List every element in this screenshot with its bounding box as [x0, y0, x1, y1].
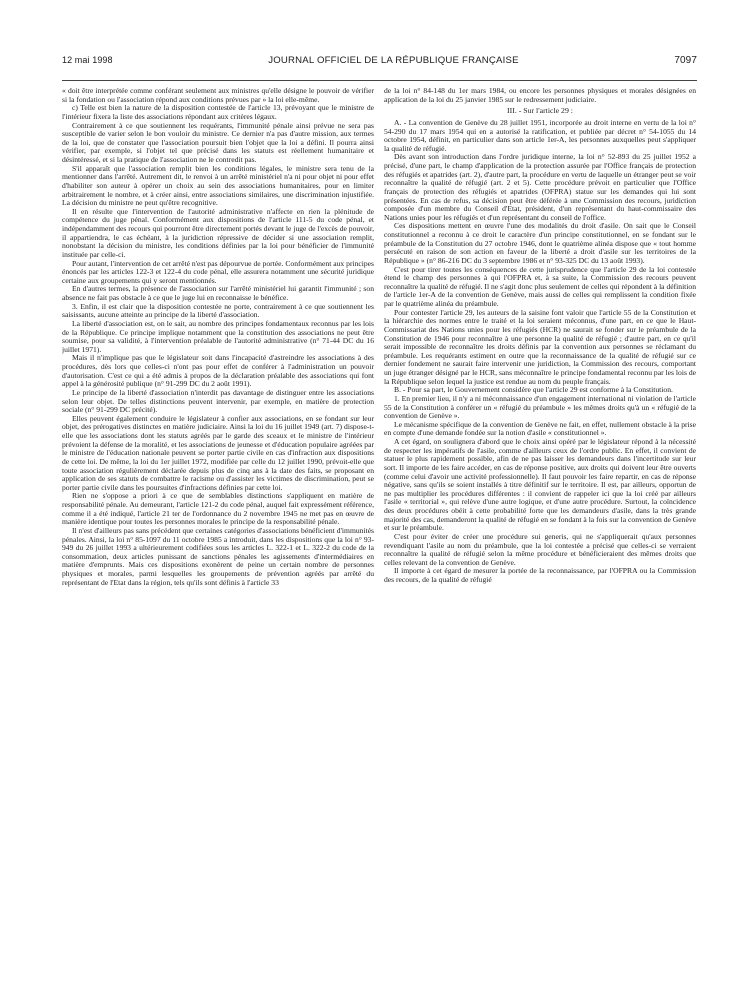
paragraph: 1. En premier lieu, il n'y a ni méconnaissance d'un engagement international ni violation de l'article 55 de la Constitution à conférer un « réfugié du préambule » les mêmes droits qu'à un « réfugié de la convention de Genève ». — [384, 393, 696, 421]
paragraph: Elles peuvent également conduire le législateur à confier aux associations, en se fondant sur leur objet, des prérogatives distinctes en matière judiciaire. Ainsi la loi du 16 juillet 1949 (art. 7) dispose-t-elle que les associations dont les statuts agréés par le garde des sceaux et le ministre de l'intérieur prévoient la défense de la moralité, et les associations de jeunesse et d'éducation populaire agréées par le ministre de l'éducation nationale peuvent se porter partie civile en cas d'infraction aux dispositions de cette loi. De même, la loi du 1er juillet 1972, modifiée par celle du 12 juillet 1990, prévoit-elle que toute association régulièrement déclarée depuis plus de cinq ans à la date des faits, se proposant en application de ses statuts de combattre le racisme ou d'assister les victimes de discrimination, peut se porter partie civile dans les poursuites d'infractions définies par cette loi. — [62, 413, 374, 492]
right-paragraphs — [384, 119, 696, 585]
paragraph: Mais il n'implique pas que le législateur soit dans l'incapacité d'astreindre les associations à des procédures, dès lors que celles-ci n'ont pas pour effet de conférer à l'administration un pouvoir d'autorisation. C'est ce qui a été admis à propos de la déclaration préalable des associations qui font appel à la générosité publique (n° 91-299 DC du 2 août 1991). — [62, 353, 374, 389]
paragraph: Il en résulte que l'intervention de l'autorité administrative n'affecte en rien la plénitude de compétence du juge pénal. Conformément aux dispositions de l'article 111-5 du code pénal, et indépendamment des recours qui pourront être directement portés devant le juge de l'excès de pouvoir, il appartiendra, le cas échéant, à la juridiction répressive de décider si une association remplit, nonobstant la décision du ministre, les conditions définies par la loi pour bénéficier de l'immunité instituée par celle-ci. — [62, 206, 374, 259]
left-column — [62, 87, 374, 963]
paragraph: « doit être interprétée comme conférant seulement aux ministres qu'elle désigne le pouvoir de vérifier si la fondation ou l'association répond aux conditions prévues par » la loi elle-même. — [62, 87, 374, 104]
text-columns — [62, 87, 697, 963]
section-heading: III. - Sur l'article 29 : — [507, 106, 573, 116]
paragraph: Ces dispositions mettent en œuvre l'une des modalités du droit d'asile. On sait que le Conseil constitutionnel a reconnu à ce droit le caractère d'un principe constitutionnel, en se fondant sur le préambule de la Constitution du 27 octobre 1946, dont le quatrième alinéa dispose que « tout homme persécuté en raison de son action en faveur de la liberté a droit d'asile sur les territoires de la République » (n° 86-216 DC du 3 septembre 1986 et n° 93-325 DC du 13 août 1993). — [384, 221, 696, 265]
paragraph: de la loi n° 84-148 du 1er mars 1984, ou encore les personnes physiques et morales désignées en application de la loi du 25 janvier 1985 sur le redressement judiciaire. — [384, 87, 696, 104]
publication-date: 12 mai 1998 — [62, 55, 113, 65]
paragraph: c) Telle est bien la nature de la disposition contestée de l'article 13, prévoyant que le ministre de l'intérieur fixera la liste des associations répondant aux critères légaux. — [62, 103, 374, 121]
paragraph: Le principe de la liberté d'association n'interdit pas davantage de distinguer entre les associations selon leur objet. De telles distinctions peuvent intervenir, par exemple, en matière de protection sociale (n° 91-299 DC précité). — [62, 387, 374, 415]
journal-title: JOURNAL OFFICIEL DE LA RÉPUBLIQUE FRANÇAISE — [268, 55, 519, 66]
paragraph: Dès avant son introduction dans l'ordre juridique interne, la loi n° 52-893 du 25 juillet 1952 a précisé, d'une part, le champ d'application de la protection assurée par l'Office français de protection des réfugiés et apatrides (art. 2), d'autre part, la procédure en vertu de laquelle un étranger peut se voir reconnaître la qualité de réfugié (art. 2 et 5). Cette procédure prévoit en particulier que l'Office français de protection des réfugiés et apatrides (OFPRA) statue sur les demandes qui lui sont présentées. En cas de refus, sa décision peut être déférée à une Commission des recours, juridiction composée d'un membre du Conseil d'Etat, président, d'un représentant du haut-commissaire des Nations unies pour les réfugiés et d'un représentant du conseil de l'office. — [384, 152, 696, 222]
paragraph: B. - Pour sa part, le Gouvernement considère que l'article 29 est conforme à la Constitution. — [394, 385, 673, 395]
paragraph: Contrairement à ce que soutiennent les requérants, l'immunité pénale ainsi prévue ne sera pas susceptible de varier selon le bon vouloir du ministre. Ce dernier n'a pas d'autre mission, aux termes de la loi, que de constater que l'association poursuit bien l'objet que la loi a défini. Il pourra ainsi vérifier, par exemple, si l'objet tel que précisé dans les statuts est réellement humanitaire et désintéressé, et si la pratique de l'association ne le contredit pas. — [62, 120, 374, 164]
paragraph: En d'autres termes, la présence de l'association sur l'arrêté ministériel lui garantit l'immunité ; son absence ne fait pas obstacle à ce que le juge lui en reconnaisse le bénéfice. — [62, 284, 374, 302]
page-number: 7097 — [674, 55, 697, 66]
paragraph: Rien ne s'oppose a priori à ce que de semblables distinctions s'appliquent en matière de responsabilité pénale. Au demeurant, l'article 121-2 du code pénal, auquel fait expressément référence, comme il a été indiqué, l'article 21 ter de l'ordonnance du 2 novembre 1945 ne met pas en œuvre de manière identique pour toutes les personnes morales le principe de la responsabilité pénale. — [62, 491, 374, 527]
header-rule — [62, 80, 697, 81]
paragraph: Le mécanisme spécifique de la convention de Genève ne fait, en effet, nullement obstacle à la prise en compte d'une demande fondée sur la notion d'asile « constitutionnel ». — [384, 419, 696, 438]
paragraph: Pour autant, l'intervention de cet arrêté n'est pas dépourvue de portée. Conformément aux principes énoncés par les articles 122-3 et 122-4 du code pénal, elle assurera notamment une sécurité juridique certaine aux groupements qui y seront mentionnés. — [62, 258, 374, 285]
paragraph: Il n'est d'ailleurs pas sans précédent que certaines catégories d'associations bénéficient d'immunités pénales. Ainsi, la loi n° 85-1097 du 11 octobre 1985 a introduit, dans les dispositions que la loi n° 93-949 du 26 juillet 1993 a ultérieurement codifiées sous les articles L. 322-1 et L. 322-2 du code de la consommation, deux articles punissant de sanctions pénales les agissements d'intermédiaires en matière d'emprunts. Mais ces dispositions exonèrent de peine un certain nombre de personnes physiques et morales, parmi lesquelles les groupements de prévention agréés par arrêté du représentant de l'Etat dans la région, tels qu'ils sont définis à l'article 33 — [62, 525, 374, 587]
right-column — [384, 87, 696, 963]
paragraph: A cet égard, on soulignera d'abord que le choix ainsi opéré par le législateur répond à la nécessité de respecter les impératifs de l'asile, comme d'ailleurs ceux de l'ordre public. En effet, il convient de statuer le plus rapidement possible, afin de ne pas laisser les demandeurs dans l'incertitude sur leur sort. Il importe de les faire accéder, en cas de réponse positive, aux droits qui doivent leur être ouverts (comme celui d'avoir une activité professionnelle). Il faut pouvoir les faire repartir, en cas de réponse négative, sans qu'ils se soient installés à titre définitif sur le territoire. Il est, par ailleurs, opportun de ne pas multiplier les procédures différentes : il convient de rappeler ici que la loi créé par ailleurs l'asile « territorial », qui relève d'une autre logique, et d'une autre procédure. Surtout, la coïncidence des deux procédures obéit à cette probabilité forte que les demandeurs d'asile, dans la très grande majorité des cas, demanderont la qualité de réfugié en se fondant à la fois sur la convention de Genève et sur le préambule. — [384, 437, 696, 533]
paragraph: 3. Enfin, il est clair que la disposition contestée ne porte, contrairement à ce que soutiennent les saisissants, aucune atteinte au principe de la liberté d'association. — [62, 301, 374, 320]
paragraph: Pour contester l'article 29, les auteurs de la saisine font valoir que l'article 55 de la Constitution et la hiérarchie des normes entre le traité et la loi seraient méconnus, d'une part, en ce que le Haut-Commissariat des Nations unies pour les réfugiés (HCR) ne saurait se fonder sur le préambule de la Constitution de 1946 pour reconnaître à une personne la qualité de réfugié ; d'autre part, en ce qu'il serait impossible de reconnaître les droits définis par la convention aux personnes se réclamant du préambule. Les requérants estiment en outre que la reconnaissance de la qualité de réfugié sur ce dernier fondement ne saurait faire intervenir une juridiction, la Commission des recours, comportant un juge étranger désigné par le HCR, sans méconnaître le principe fondamental reconnu par les lois de la République selon lequel la justice est rendue au nom du peuple français. — [384, 307, 696, 386]
paragraph: C'est pour éviter de créer une procédure sui generis, qui ne s'appliquerait qu'aux personnes revendiquant l'asile au nom du préambule, que la loi contestée a précisé que celles-ci se verraient reconnaître la qualité de réfugié selon la même procédure et bénéficieraient des mêmes droits que celles relevant de la convention de Genève. — [384, 531, 696, 567]
running-header — [62, 0, 697, 77]
paragraph: La liberté d'association est, on le sait, au nombre des principes fondamentaux reconnus par les lois de la République. Ce principe implique notamment que la constitution des associations ne peut être soumise, pour sa validité, à l'intervention préalable de l'autorité administrative (n° 71-44 DC du 16 juillet 1971). — [62, 318, 374, 354]
paragraph: S'il apparaît que l'association remplit bien les conditions légales, le ministre sera tenu de la mentionner dans l'arrêté. Autrement dit, le renvoi à un arrêté ministériel n'a ni pour objet ni pour effet d'habiliter son auteur à opérer un choix au sein des associations humanitaires, pour en limiter arbitrairement le nombre, et à créer ainsi, entre associations similaires, une discrimination injustifiée. La décision du ministre ne peut qu'être recognitive. — [62, 163, 374, 208]
paragraph: C'est pour tirer toutes les conséquences de cette jurisprudence que l'article 29 de la loi contestée étend le champ des personnes à qui l'OFPRA et, à sa suite, la Commission des recours peuvent reconnaître la qualité de réfugié. Il ne s'agit donc plus seulement de celles qui répondent à la définition de l'article 1er-A de la convention de Genève, mais aussi de celles qui remplissent la condition fixée par le quatrième alinéa du préambule. — [384, 264, 696, 308]
paragraph: A. - La convention de Genève du 28 juillet 1951, incorporée au droit interne en vertu de la loi n° 54-290 du 17 mars 1954 qui en a autorisé la ratification, et publiée par décret n° 54-1055 du 14 octobre 1954, définit, en particulier dans son article 1er-A, les personnes auxquelles peut s'appliquer la qualité de réfugié. — [384, 117, 696, 153]
paragraph: Il importe à cet égard de mesurer la portée de la reconnaissance, par l'OFPRA ou la Commission des recours, de la qualité de réfugié — [384, 566, 696, 584]
